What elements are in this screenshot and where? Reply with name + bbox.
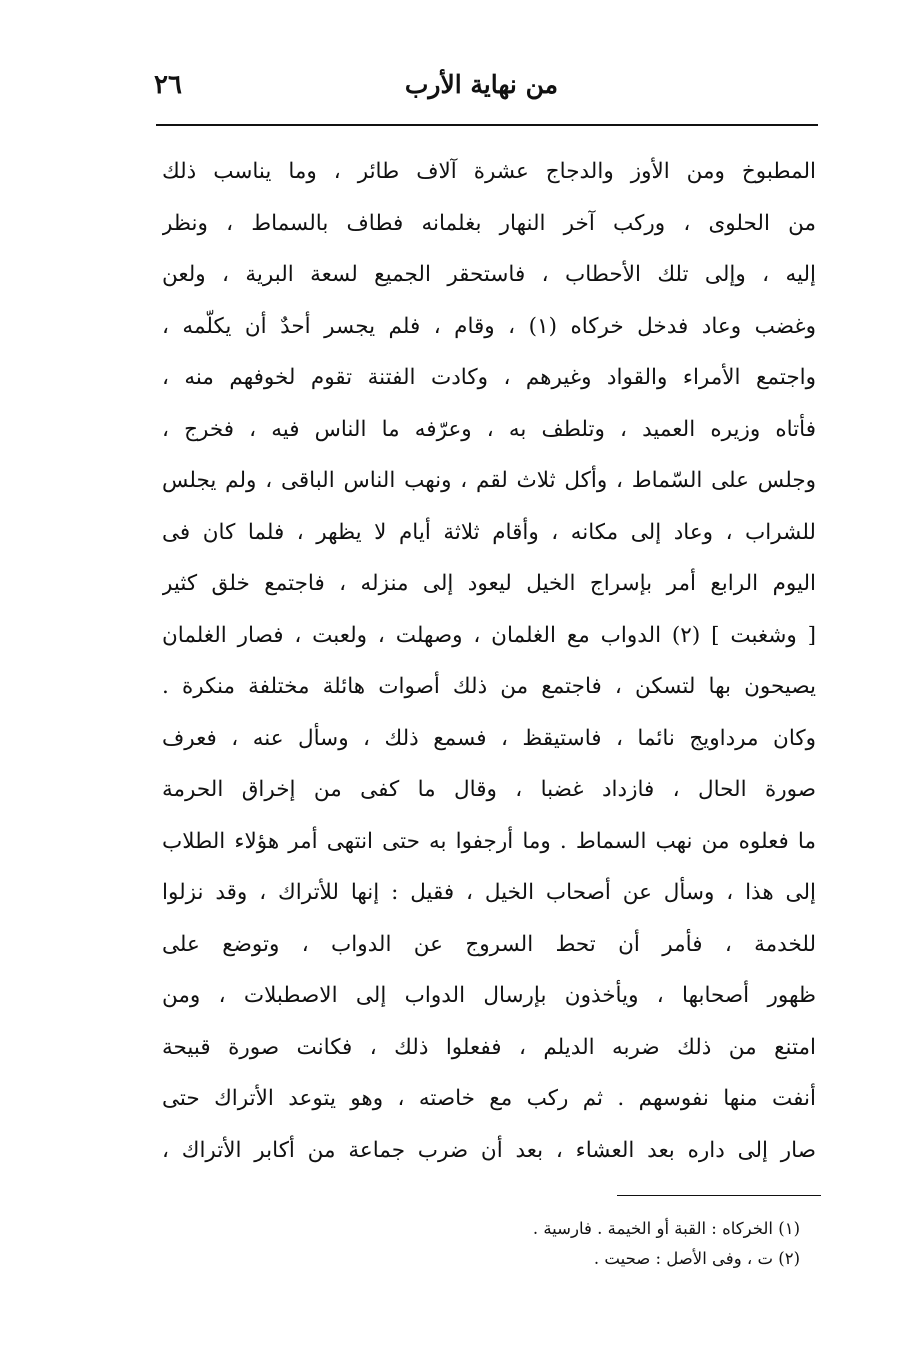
text-line: اليوم الرابع أمر بإسراج الخيل ليعود إلى منزله ، فاجتمع خلق كثير	[162, 571, 816, 596]
text-line: امتنع من ذلك ضربه الديلم ، ففعلوا ذلك ، فكانت صورة قبيحة	[162, 1034, 816, 1060]
text-line: ظهور أصحابها ، ويأخذون بإرسال الدواب إلى الاصطبلات ، ومن	[162, 983, 816, 1008]
text-line: وجلس على السّماط ، وأكل ثلاث لقم ، ونهب الناس الباقى ، ولم يجلس	[162, 468, 816, 493]
page-number: ٢٦	[154, 70, 182, 100]
text-line: وغضب وعاد فدخل خركاه (١) ، وقام ، فلم يجسر أحدٌ أن يكلّمه ،	[162, 313, 816, 339]
main-text	[162, 146, 816, 1176]
header-rule	[156, 124, 818, 126]
text-line: أنفت منها نفوسهم . ثم ركب مع خاصته ، وهو يتوعد الأتراك حتى	[162, 1086, 816, 1111]
text-line: للشراب ، وعاد إلى مكانه ، وأقام ثلاثة أيام لا يظهر ، فلما كان فى	[162, 519, 816, 545]
text-line: [ وشغبت ] (٢) الدواب مع الغلمان ، وصهلت ، ولعبت ، فصار الغلمان	[162, 622, 816, 648]
footnote-1: (١) الخركاه : القبة أو الخيمة . فارسية .	[532, 1219, 800, 1238]
footnotes	[380, 1214, 800, 1274]
text-line: فأتاه وزيره العميد ، وتلطف به ، وعرّفه ما الناس فيه ، فخرج ،	[162, 416, 816, 442]
running-title: من نهاية الأرب	[404, 70, 558, 99]
text-line: من الحلوى ، وركب آخر النهار بغلمانه فطاف بالسماط ، ونظر	[162, 210, 816, 236]
text-line: إليه ، وإلى تلك الأحطاب ، فاستحقر الجميع لسعة البرية ، ولعن	[162, 262, 816, 287]
text-line: صورة الحال ، فازداد غضبا ، وقال ما كفى من إخراق الحرمة	[162, 777, 816, 802]
text-line: المطبوخ ومن الأوز والدجاج عشرة آلاف طائر ، وما يناسب ذلك	[162, 159, 816, 184]
text-line: إلى هذا ، وسأل عن أصحاب الخيل ، فقيل : إنها للأتراك ، وقد نزلوا	[162, 880, 816, 905]
text-line: واجتمع الأمراء والقواد وغيرهم ، وكادت الفتنة تقوم لخوفهم منه ،	[162, 365, 816, 390]
text-line: صار إلى داره بعد العشاء ، بعد أن ضرب جماعة من أكابر الأتراك ،	[162, 1137, 816, 1163]
page-header	[150, 68, 818, 112]
footnote-rule	[617, 1195, 821, 1196]
footnote-2: (٢) ت ، وفى الأصل : صحيت .	[593, 1249, 800, 1268]
text-line: يصيحون بها لتسكن ، فاجتمع من ذلك أصوات هائلة مختلفة منكرة .	[162, 674, 816, 699]
text-line: وكان مرداويج نائما ، فاستيقظ ، فسمع ذلك ، وسأل عنه ، فعرف	[162, 725, 816, 751]
text-line: ما فعلوه من نهب السماط . وما أرجفوا به حتى انتهى أمر هؤلاء الطلاب	[162, 828, 816, 854]
text-line: للخدمة ، فأمر أن تحط السروج عن الدواب ، وتوضع على	[162, 931, 816, 957]
